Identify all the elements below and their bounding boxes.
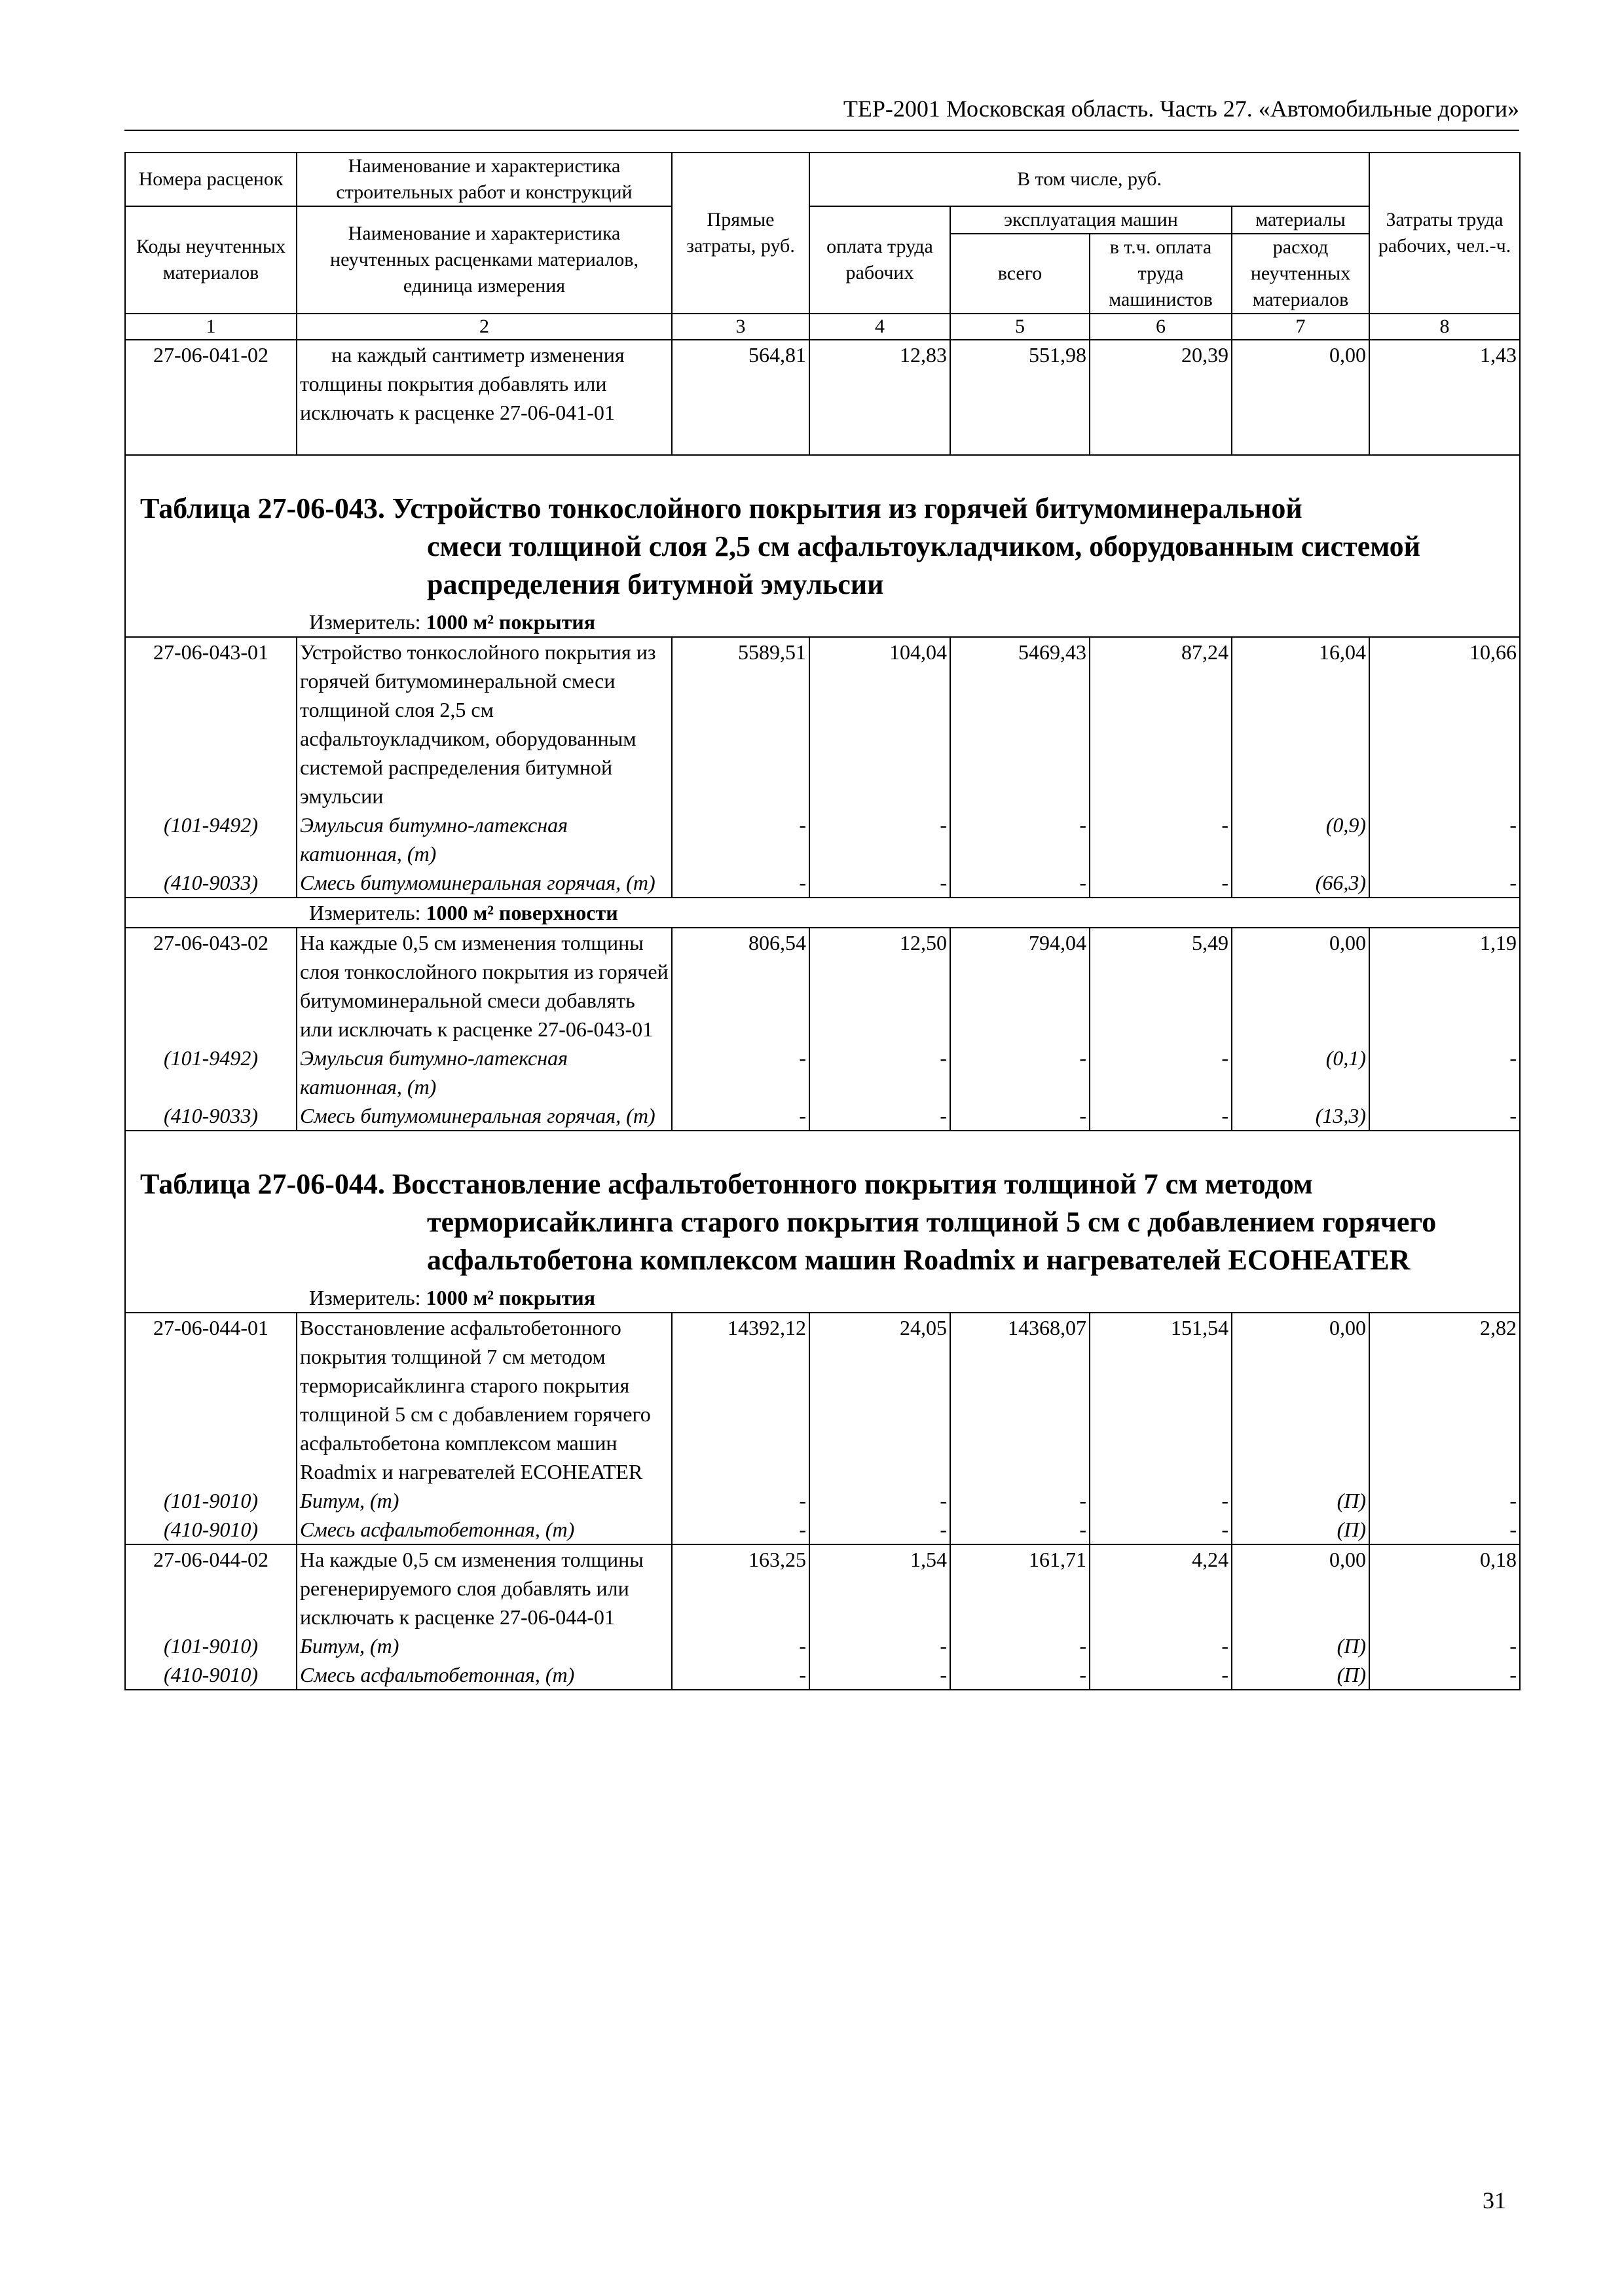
dash-cell: - bbox=[1369, 1660, 1520, 1690]
direct-cost: 564,81 bbox=[672, 340, 809, 455]
material-quantity: (0,1) bbox=[1232, 1044, 1369, 1101]
rate-code: 27-06-043-01 bbox=[125, 637, 297, 811]
dash-cell: - bbox=[809, 1486, 950, 1515]
labor-pay: 1,54 bbox=[809, 1544, 950, 1631]
dash-cell: - bbox=[809, 1101, 950, 1131]
col1-header-top: Номера расценок bbox=[125, 153, 297, 206]
material-code: (410-9010) bbox=[125, 1660, 297, 1690]
col-number: 4 bbox=[809, 314, 950, 340]
machines-total: 5469,43 bbox=[950, 637, 1090, 811]
machines-total: 794,04 bbox=[950, 928, 1090, 1044]
rate-name: Восстановление асфальтобетонного покрытия толщиной 7 см методом терморисайклинга старого покрытия толщиной 5 см с добавлением горячего асфальтобетона комплексом машин Roadmix и нагревателей ECOHEATER bbox=[297, 1313, 672, 1486]
material-name: Смесь асфальтобетонная, (т) bbox=[297, 1515, 672, 1544]
col3-header: Прямые затраты, руб. bbox=[672, 153, 809, 314]
dash-cell: - bbox=[672, 1486, 809, 1515]
dash-cell: - bbox=[1369, 1044, 1520, 1101]
rate-name: Устройство тонкослойного покрытия из горячей битумоминеральной смеси толщиной слоя 2,5 см асфальтоукладчиком, оборудованным системой распределения битумной эмульсии bbox=[297, 637, 672, 811]
material-row bbox=[125, 1101, 1520, 1131]
rate-name: на каждый сантиметр изменения толщины покрытия добавлять или исключать к расценке 27-06-041-01 bbox=[297, 340, 672, 455]
material-quantity: (П) bbox=[1232, 1631, 1369, 1660]
dash-cell: - bbox=[1369, 811, 1520, 868]
material-row bbox=[125, 1515, 1520, 1544]
measure-value: 1000 м² покрытия bbox=[426, 610, 596, 634]
dash-cell: - bbox=[1090, 1486, 1232, 1515]
dash-cell: - bbox=[672, 1631, 809, 1660]
measure-line bbox=[126, 608, 1519, 636]
measure-label: Измеритель: bbox=[309, 901, 421, 924]
material-row bbox=[125, 1660, 1520, 1690]
material-code: (101-9492) bbox=[125, 811, 297, 868]
rate-code: 27-06-044-01 bbox=[125, 1313, 297, 1486]
material-row bbox=[125, 868, 1520, 898]
material-code: (101-9010) bbox=[125, 1631, 297, 1660]
dash-cell: - bbox=[809, 1515, 950, 1544]
table-row bbox=[125, 1313, 1520, 1486]
direct-cost: 14392,12 bbox=[672, 1313, 809, 1486]
dash-cell: - bbox=[672, 1044, 809, 1101]
col-number: 7 bbox=[1232, 314, 1369, 340]
dash-cell: - bbox=[1090, 868, 1232, 898]
measure-label: Измеритель: bbox=[309, 610, 421, 634]
machines-total: 14368,07 bbox=[950, 1313, 1090, 1486]
dash-cell: - bbox=[809, 868, 950, 898]
col-number: 5 bbox=[950, 314, 1090, 340]
dash-cell: - bbox=[809, 1044, 950, 1101]
section-title-row bbox=[125, 1131, 1520, 1313]
dash-cell: - bbox=[672, 868, 809, 898]
direct-cost: 806,54 bbox=[672, 928, 809, 1044]
material-name: Смесь асфальтобетонная, (т) bbox=[297, 1660, 672, 1690]
labor-hours: 2,82 bbox=[1369, 1313, 1520, 1486]
col-number: 8 bbox=[1369, 314, 1520, 340]
materials-header: материалы bbox=[1232, 206, 1369, 234]
col-number: 2 bbox=[297, 314, 672, 340]
material-name: Смесь битумоминеральная горячая, (т) bbox=[297, 868, 672, 898]
materials-consumption: 0,00 bbox=[1232, 1544, 1369, 1631]
dash-cell: - bbox=[1369, 1486, 1520, 1515]
dash-cell: - bbox=[950, 868, 1090, 898]
col1-header-bottom: Коды неучтенных материалов bbox=[125, 206, 297, 314]
dash-cell: - bbox=[672, 811, 809, 868]
material-quantity: (П) bbox=[1232, 1486, 1369, 1515]
col6-header: в т.ч. оплата труда машинистов bbox=[1090, 234, 1232, 314]
material-quantity: (П) bbox=[1232, 1660, 1369, 1690]
rate-name: На каждые 0,5 см изменения толщины слоя тонкослойного покрытия из горячей битумоминеральной смеси добавлять или исключать к расценке 27-06-043-01 bbox=[297, 928, 672, 1044]
materials-consumption: 0,00 bbox=[1232, 1313, 1369, 1486]
table-043-title-cont: смеси толщиной слоя 2,5 см асфальтоукладчиком, оборудованным системой распределения битумной эмульсии bbox=[427, 530, 1421, 600]
material-code: (410-9033) bbox=[125, 1101, 297, 1131]
labor-pay: 24,05 bbox=[809, 1313, 950, 1486]
material-quantity: (П) bbox=[1232, 1515, 1369, 1544]
direct-cost: 5589,51 bbox=[672, 637, 809, 811]
labor-hours: 0,18 bbox=[1369, 1544, 1520, 1631]
page-header bbox=[124, 93, 1519, 131]
material-row bbox=[125, 1631, 1520, 1660]
col-number: 1 bbox=[125, 314, 297, 340]
material-row bbox=[125, 811, 1520, 868]
page-number: 31 bbox=[1483, 2187, 1506, 2214]
measure-line bbox=[126, 1283, 1519, 1312]
col4-header: оплата труда рабочих bbox=[809, 206, 950, 314]
labor-pay: 104,04 bbox=[809, 637, 950, 811]
table-044-title-cont: терморисайклинга старого покрытия толщиной 5 см с добавлением горячего асфальтобетона комплексом машин Roadmix и нагревателей ECOHEATER bbox=[427, 1206, 1437, 1276]
dash-cell: - bbox=[950, 1631, 1090, 1660]
material-name: Эмульсия битумно-латексная катионная, (т) bbox=[297, 1044, 672, 1101]
col7-header: расход неучтенных материалов bbox=[1232, 234, 1369, 314]
rate-code: 27-06-043-02 bbox=[125, 928, 297, 1044]
dash-cell: - bbox=[1090, 1044, 1232, 1101]
material-quantity: (13,3) bbox=[1232, 1101, 1369, 1131]
machines-total: 161,71 bbox=[950, 1544, 1090, 1631]
header-row-1 bbox=[125, 153, 1520, 206]
machinists-pay: 4,24 bbox=[1090, 1544, 1232, 1631]
dash-cell: - bbox=[1369, 868, 1520, 898]
table-043-title bbox=[126, 456, 1519, 608]
dash-cell: - bbox=[672, 1515, 809, 1544]
labor-pay: 12,50 bbox=[809, 928, 950, 1044]
measure-value: 1000 м² покрытия bbox=[426, 1286, 596, 1309]
materials-consumption: 0,00 bbox=[1232, 340, 1369, 455]
table-row bbox=[125, 340, 1520, 455]
material-code: (410-9010) bbox=[125, 1515, 297, 1544]
rate-code: 27-06-044-02 bbox=[125, 1544, 297, 1631]
dash-cell: - bbox=[672, 1101, 809, 1131]
dash-cell: - bbox=[1369, 1631, 1520, 1660]
dash-cell: - bbox=[809, 1660, 950, 1690]
dash-cell: - bbox=[950, 1486, 1090, 1515]
table-044-title bbox=[126, 1131, 1519, 1283]
dash-cell: - bbox=[950, 1101, 1090, 1131]
rate-code: 27-06-041-02 bbox=[125, 340, 297, 455]
labor-hours: 1,43 bbox=[1369, 340, 1520, 455]
header-row-2 bbox=[125, 206, 1520, 234]
table-044-title-lead: Таблица 27-06-044. Восстановление асфальтобетонного покрытия толщиной 7 см методом bbox=[140, 1168, 1313, 1200]
dash-cell: - bbox=[1090, 811, 1232, 868]
labor-hours: 10,66 bbox=[1369, 637, 1520, 811]
material-quantity: (66,3) bbox=[1232, 868, 1369, 898]
table-row bbox=[125, 928, 1520, 1044]
machinists-pay: 20,39 bbox=[1090, 340, 1232, 455]
machines-header: эксплуатация машин bbox=[950, 206, 1232, 234]
dash-cell: - bbox=[1090, 1101, 1232, 1131]
dash-cell: - bbox=[1090, 1660, 1232, 1690]
material-row bbox=[125, 1486, 1520, 1515]
dash-cell: - bbox=[1369, 1101, 1520, 1131]
col-number: 6 bbox=[1090, 314, 1232, 340]
table-row bbox=[125, 1544, 1520, 1631]
dash-cell: - bbox=[1090, 1631, 1232, 1660]
column-numbers-row bbox=[125, 314, 1520, 340]
dash-cell: - bbox=[950, 1660, 1090, 1690]
section-title-row bbox=[125, 455, 1520, 637]
machinists-pay: 87,24 bbox=[1090, 637, 1232, 811]
col2-header-top: Наименование и характеристика строительных работ и конструкций bbox=[297, 153, 672, 206]
dash-cell: - bbox=[809, 1631, 950, 1660]
material-name: Смесь битумоминеральная горячая, (т) bbox=[297, 1101, 672, 1131]
dash-cell: - bbox=[672, 1660, 809, 1690]
direct-cost: 163,25 bbox=[672, 1544, 809, 1631]
table-row bbox=[125, 637, 1520, 811]
material-name: Битум, (т) bbox=[297, 1486, 672, 1515]
col5-header: всего bbox=[950, 234, 1090, 314]
dash-cell: - bbox=[1369, 1515, 1520, 1544]
machines-total: 551,98 bbox=[950, 340, 1090, 455]
dash-cell: - bbox=[1090, 1515, 1232, 1544]
group-header: В том числе, руб. bbox=[809, 153, 1369, 206]
machinists-pay: 5,49 bbox=[1090, 928, 1232, 1044]
materials-consumption: 0,00 bbox=[1232, 928, 1369, 1044]
rates-table bbox=[124, 152, 1521, 1690]
material-row bbox=[125, 1044, 1520, 1101]
dash-cell: - bbox=[950, 811, 1090, 868]
col-number: 3 bbox=[672, 314, 809, 340]
measure-row bbox=[125, 898, 1520, 928]
measure-value: 1000 м² поверхности bbox=[426, 901, 618, 924]
labor-pay: 12,83 bbox=[809, 340, 950, 455]
table-043-title-lead: Таблица 27-06-043. Устройство тонкослойного покрытия из горячей битумоминеральной bbox=[140, 492, 1302, 524]
materials-consumption: 16,04 bbox=[1232, 637, 1369, 811]
material-code: (410-9033) bbox=[125, 868, 297, 898]
col2-header-bottom: Наименование и характеристика неучтенных расценками материалов, единица измерения bbox=[297, 206, 672, 314]
material-code: (101-9010) bbox=[125, 1486, 297, 1515]
material-name: Эмульсия битумно-латексная катионная, (т) bbox=[297, 811, 672, 868]
material-name: Битум, (т) bbox=[297, 1631, 672, 1660]
dash-cell: - bbox=[950, 1044, 1090, 1101]
rate-name: На каждые 0,5 см изменения толщины регенерируемого слоя добавлять или исключать к расценке 27-06-044-01 bbox=[297, 1544, 672, 1631]
material-quantity: (0,9) bbox=[1232, 811, 1369, 868]
col8-header: Затраты труда рабочих, чел.-ч. bbox=[1369, 153, 1520, 314]
machinists-pay: 151,54 bbox=[1090, 1313, 1232, 1486]
measure-label: Измеритель: bbox=[309, 1286, 421, 1309]
material-code: (101-9492) bbox=[125, 1044, 297, 1101]
page-header-title: ТЕР-2001 Московская область. Часть 27. «Автомобильные дороги» bbox=[843, 96, 1519, 122]
dash-cell: - bbox=[809, 811, 950, 868]
labor-hours: 1,19 bbox=[1369, 928, 1520, 1044]
dash-cell: - bbox=[950, 1515, 1090, 1544]
